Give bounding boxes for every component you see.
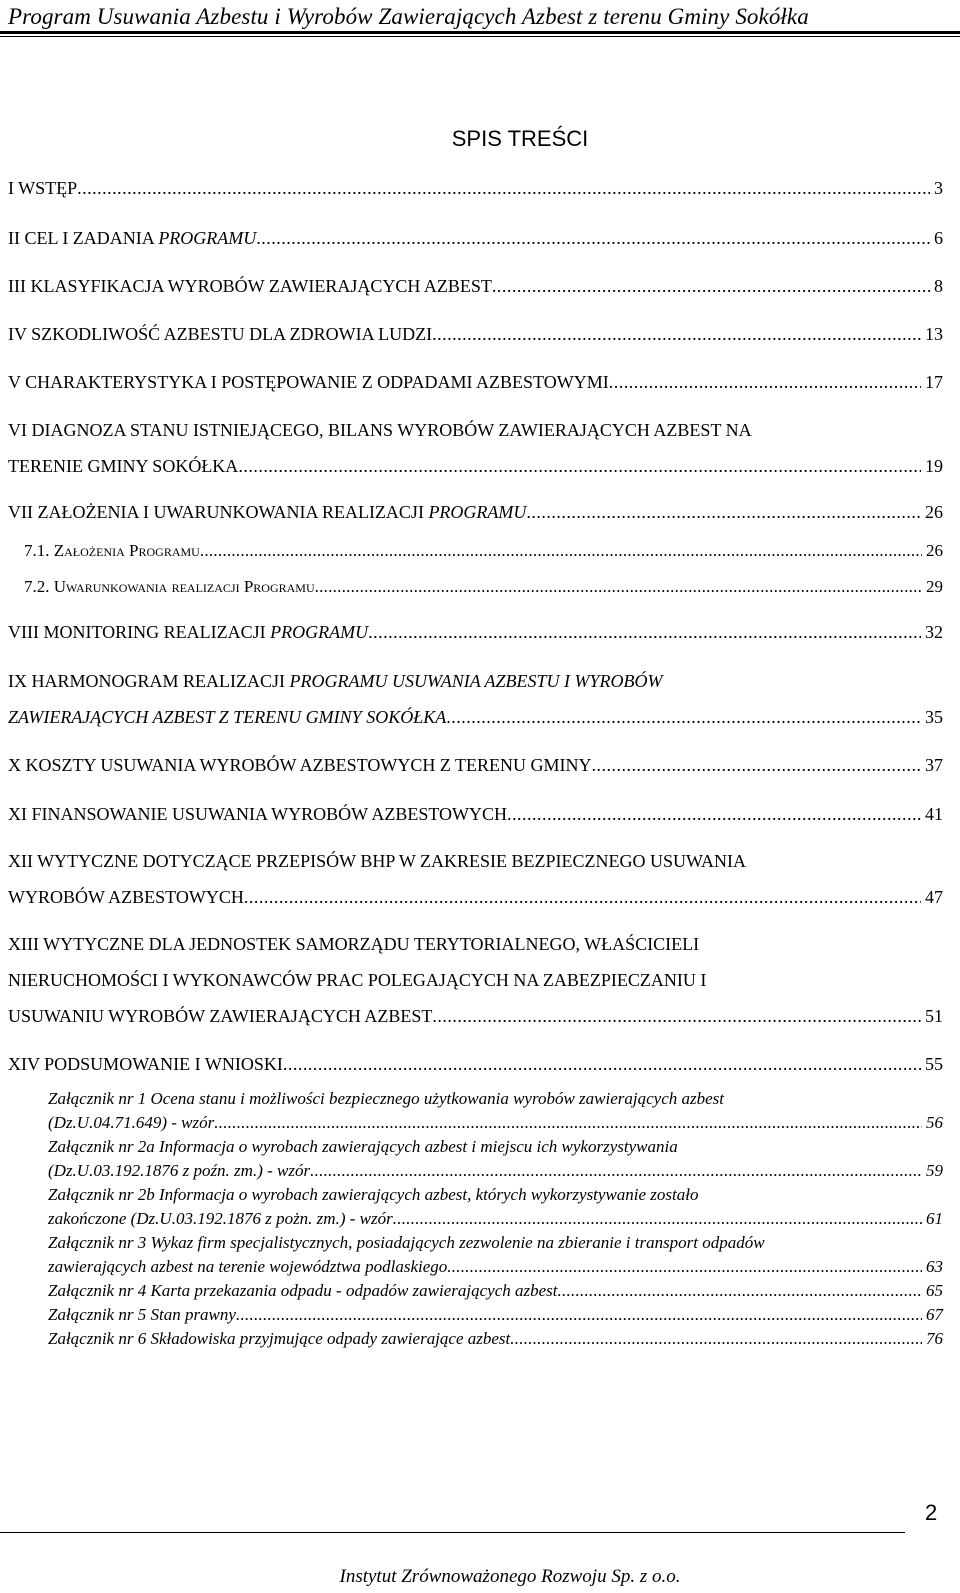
- attachment-entry[interactable]: [48, 1327, 943, 1351]
- leader-dots: [447, 1255, 922, 1279]
- document-title: Program Usuwania Azbestu i Wyrobów Zawierających Azbest z terenu Gminy Sokółka: [8, 4, 809, 29]
- header-divider-thin: [0, 36, 960, 37]
- toc-subentry-label: 7.2. Uwarunkowania realizacji Programu: [24, 577, 315, 596]
- toc-subentry[interactable]: [24, 533, 943, 569]
- toc-entry-label-continued: WYROBÓW AZBESTOWYCH: [8, 887, 244, 907]
- leader-dots: [368, 614, 921, 650]
- leader-dots: [244, 879, 921, 915]
- toc-subentry[interactable]: [24, 569, 943, 605]
- toc-entry-page: 13: [925, 324, 943, 344]
- attachment-entry[interactable]: [48, 1279, 943, 1303]
- toc-entry[interactable]: [8, 926, 943, 1034]
- attachment-entry[interactable]: [48, 1303, 943, 1327]
- toc-entry[interactable]: [8, 796, 943, 832]
- toc-entry-label-continued: NIERUCHOMOŚCI I WYKONAWCÓW PRAC POLEGAJĄCYCH NA ZABEZPIECZANIU I: [8, 970, 707, 990]
- leader-dots: [256, 220, 930, 256]
- toc-entry-page: 47: [925, 887, 943, 907]
- footer-organization: Instytut Zrównoważonego Rozwoju Sp. z o.o.: [339, 1566, 681, 1587]
- toc-entry[interactable]: [8, 1046, 943, 1082]
- toc-entry-label: XII WYTYCZNE DOTYCZĄCE PRZEPISÓW BHP W ZAKRESIE BEZPIECZNEGO USUWANIA: [8, 851, 746, 871]
- leader-dots: [238, 448, 921, 484]
- toc-entry-label: IX HARMONOGRAM REALIZACJI: [8, 671, 290, 691]
- attachment-page: 61: [926, 1209, 943, 1228]
- toc-entry-label-continued: ZAWIERAJĄCYCH AZBEST Z TERENU GMINY SOKÓŁKA: [8, 707, 447, 727]
- toc-entry[interactable]: [8, 843, 943, 915]
- leader-dots: [214, 1111, 922, 1135]
- toc-entry-label: X KOSZTY USUWANIA WYROBÓW AZBESTOWYCH Z TERENU GMINY: [8, 755, 592, 775]
- toc-entry-label: VIII MONITORING REALIZACJI: [8, 622, 271, 642]
- toc-entry-page: 55: [925, 1054, 943, 1074]
- attachment-page: 56: [926, 1113, 943, 1132]
- toc-entry[interactable]: [8, 747, 943, 783]
- leader-dots: [200, 533, 922, 569]
- attachment-entry[interactable]: [48, 1087, 943, 1135]
- toc-entry[interactable]: [8, 268, 943, 304]
- toc-entry-label: II CEL I ZADANIA: [8, 228, 159, 248]
- leader-dots: [526, 494, 921, 530]
- toc-entry-page: 17: [925, 372, 943, 392]
- toc-entry-label: VI DIAGNOZA STANU ISTNIEJĄCEGO, BILANS WYROBÓW ZAWIERAJĄCYCH AZBEST NA: [8, 420, 752, 440]
- toc-entry-label-italic: PROGRAMU: [270, 622, 369, 642]
- toc-entry-label-italic: PROGRAMU USUWANIA AZBESTU I WYROBÓW: [289, 671, 663, 691]
- toc-entry-page: 41: [925, 804, 943, 824]
- attachment-entry[interactable]: [48, 1135, 943, 1183]
- attachment-entry[interactable]: [48, 1183, 943, 1231]
- header-divider: [0, 31, 960, 34]
- attachment-page: 76: [926, 1329, 943, 1348]
- page-number: 2: [925, 1500, 938, 1525]
- toc-subentry-label: 7.1. Założenia Programu: [24, 541, 200, 560]
- toc-entry-page: 51: [925, 1006, 943, 1026]
- leader-dots: [393, 1207, 922, 1231]
- leader-dots: [315, 569, 922, 605]
- leader-dots: [77, 170, 930, 206]
- toc-entry[interactable]: [8, 614, 943, 650]
- attachment-label-continued: (Dz.U.04.71.649) - wzór: [48, 1113, 215, 1132]
- toc-entry-page: 8: [934, 276, 943, 296]
- toc-entry-page: 19: [925, 456, 943, 476]
- leader-dots: [236, 1303, 922, 1327]
- toc-entry[interactable]: [8, 316, 943, 352]
- toc-title: SPIS TREŚCI: [451, 126, 589, 151]
- toc-entry-page: 26: [926, 541, 943, 560]
- toc-entry[interactable]: [8, 412, 943, 484]
- toc-entry-label-italic: PROGRAMU: [158, 228, 257, 248]
- attachment-label: Załącznik nr 3 Wykaz firm specjalistycznych, posiadających zezwolenie na zbieranie i transport odpadów: [48, 1233, 765, 1252]
- toc-entry-page: 29: [926, 577, 943, 596]
- toc-entry-label-continued: TERENIE GMINY SOKÓŁKA: [8, 456, 239, 476]
- toc-entry[interactable]: [8, 494, 943, 530]
- page-header: [0, 0, 960, 36]
- toc-entry-page: 26: [925, 502, 943, 522]
- toc-entry-page: 6: [934, 228, 943, 248]
- leader-dots: [609, 364, 921, 400]
- toc-entry-page: 3: [934, 178, 943, 198]
- footer-divider: [0, 1532, 905, 1533]
- attachment-page: 67: [926, 1305, 943, 1324]
- attachment-page: 63: [926, 1257, 943, 1276]
- toc-entry-label: III KLASYFIKACJA WYROBÓW ZAWIERAJĄCYCH AZBEST: [8, 276, 492, 296]
- leader-dots: [446, 699, 921, 735]
- toc-entry-label: XIV PODSUMOWANIE I WNIOSKI: [8, 1054, 283, 1074]
- toc-entry-label: VII ZAŁOŻENIA I UWARUNKOWANIA REALIZACJI: [8, 502, 429, 522]
- attachment-page: 65: [926, 1281, 943, 1300]
- attachment-page: 59: [926, 1161, 943, 1180]
- attachment-label: Załącznik nr 4 Karta przekazania odpadu - odpadów zawierających azbest: [48, 1281, 558, 1300]
- attachment-label-continued: (Dz.U.03.192.1876 z poźn. zm.) - wzór: [48, 1161, 311, 1180]
- attachment-label: Załącznik nr 5 Stan prawny: [48, 1305, 236, 1324]
- leader-dots: [310, 1159, 922, 1183]
- toc-entry-label: V CHARAKTERYSTYKA I POSTĘPOWANIE Z ODPADAMI AZBESTOWYMI: [8, 372, 609, 392]
- toc-entry-label: XIII WYTYCZNE DLA JEDNOSTEK SAMORZĄDU TERYTORIALNEGO, WŁAŚCICIELI: [8, 934, 700, 954]
- leader-dots: [432, 998, 921, 1034]
- attachment-label: Załącznik nr 1 Ocena stanu i możliwości bezpiecznego użytkowania wyrobów zawierających azbest: [48, 1089, 724, 1108]
- leader-dots: [510, 1327, 922, 1351]
- toc-entry-page: 37: [925, 755, 943, 775]
- toc-entry[interactable]: [8, 364, 943, 400]
- toc-entry-label: XI FINANSOWANIE USUWANIA WYROBÓW AZBESTOWYCH: [8, 804, 507, 824]
- toc-entry-label-italic: PROGRAMU: [428, 502, 527, 522]
- toc-entry-label-continued: USUWANIU WYROBÓW ZAWIERAJĄCYCH AZBEST: [8, 1006, 433, 1026]
- toc-entry[interactable]: [8, 220, 943, 256]
- leader-dots: [432, 316, 921, 352]
- attachment-label-continued: zakończone (Dz.U.03.192.1876 z pożn. zm.) - wzór: [48, 1209, 393, 1228]
- attachment-label-continued: zawierających azbest na terenie województwa podlaskiego: [48, 1257, 448, 1276]
- attachment-label: Załącznik nr 6 Składowiska przyjmujące odpady zawierające azbest: [48, 1329, 511, 1348]
- toc-entry[interactable]: [8, 170, 943, 206]
- leader-dots: [507, 796, 921, 832]
- attachment-entry[interactable]: [48, 1231, 943, 1279]
- leader-dots: [592, 747, 922, 783]
- leader-dots: [283, 1046, 921, 1082]
- toc-entry-page: 35: [925, 707, 943, 727]
- toc-entry[interactable]: [8, 663, 943, 735]
- toc-entry-label: I WSTĘP: [8, 178, 78, 198]
- leader-dots: [492, 268, 930, 304]
- toc-entry-label: IV SZKODLIWOŚĆ AZBESTU DLA ZDROWIA LUDZI: [8, 324, 433, 344]
- toc-entry-page: 32: [925, 622, 943, 642]
- attachment-label: Załącznik nr 2b Informacja o wyrobach zawierających azbest, których wykorzystywanie zostało: [48, 1185, 699, 1204]
- attachment-label: Załącznik nr 2a Informacja o wyrobach zawierających azbest i miejscu ich wykorzystywania: [48, 1137, 678, 1156]
- leader-dots: [558, 1279, 922, 1303]
